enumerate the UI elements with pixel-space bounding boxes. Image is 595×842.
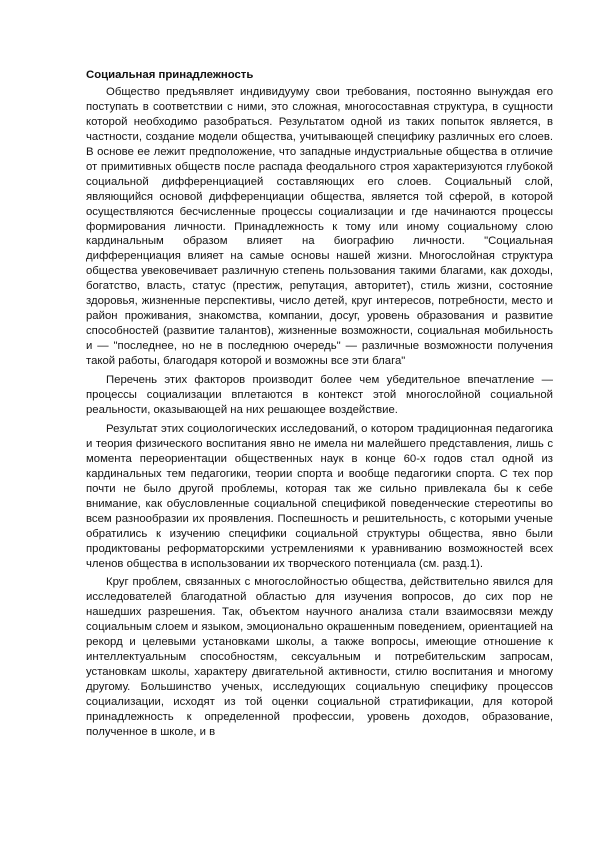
paragraph-4: Круг проблем, связанных с многослойностью общества, действительно явился для исследователей благодатной областью для изучения вопросов, до сих пор не нашедших разрешения. Так, объектом научного анализа стали взаимосвязи между социальным слоем и языком, эмоционально окрашенным поведением, ориентацией на рекорд и целевыми установками школы, а также вопросы, имеющие отношение к интеллектуальным способностям, сексуальным и потребительским запросам, установкам школы, характеру двигательной активности, стилю воспитания и многому другому. Большинство ученых, исследующих социальную специфику процессов социализации, исходят из той оценки социальной стратификации, для которой принадлежность к определенной профессии, уровень доходов, образование, полученное в школе, и в	[86, 576, 553, 738]
paragraph-1: Общество предъявляет индивидууму свои требования, постоянно вынуждая его поступать в соответствии с ними, это сложная, многосоставная структура, в сущности которой необходимо разобраться. Результатом одной из таких попыток является, в частности, создание модели общества, учитывающей специфику различных его слоев. В основе ее лежит предположение, что западные индустриальные общества в отличие от примитивных обществ после распада феодального строя характеризуются глубокой социальной дифференциацией составляющих его слоев. Социальный слой, являющийся основой дифференциации общества, является той сферой, в которой осуществляются бесчисленные процессы социализации и где начинаются процессы формирования личности. Принадлежность к тому или иному социальному слою кардинальным образом влияет на биографию личности. "Социальная дифференциация влияет на самые основы нашей жизни. Многослойная структура общества увековечивает различную степень пользования такими благами, как доходы, богатство, власть, статус (престиж, репутация, авторитет), стиль жизни, состояние здоровья, жизненные перспективы, число детей, круг интересов, потребности, место и район проживания, знакомства, компании, досуг, уровень образования и развитие способностей (развитие талантов), жизненные возможности, социальная мобильность и — "последнее, но не в последнюю очередь" — различные возможности получения такой работы, благодаря которой и возможны все эти блага"	[86, 85, 553, 368]
paragraph-2: Перечень этих факторов производит более чем убедительное впечатление — процессы социализации вплетаются в контекст этой многослойной социальной реальности, оказывающей на них решающее воздействие.	[86, 374, 553, 416]
document-body	[86, 68, 553, 744]
section-title: Социальная принадлежность	[86, 69, 254, 81]
paragraph-3: Результат этих социологических исследований, о котором традиционная педагогика и теория физического воспитания явно не имела ни малейшего представления, лишь с момента переориентации общественных наук в конце 60-х годов стал одной из кардинальных тем педагогики, теории спорта и вообще педагогики спорта. С тех пор почти не было другой проблемы, которая так же сильно привлекала бы к себе внимание, как обусловленные социальной спецификой поведенческие стереотипы во всем разнообразии их проявления. Поспешность и решительность, с которыми ученые обратились к изучению специфики социальной структуры общества, явно были продиктованы реформаторскими устремлениями к уравниванию возможностей всех членов общества в использовании их творческого потенциала (см. разд.1).	[86, 422, 553, 570]
